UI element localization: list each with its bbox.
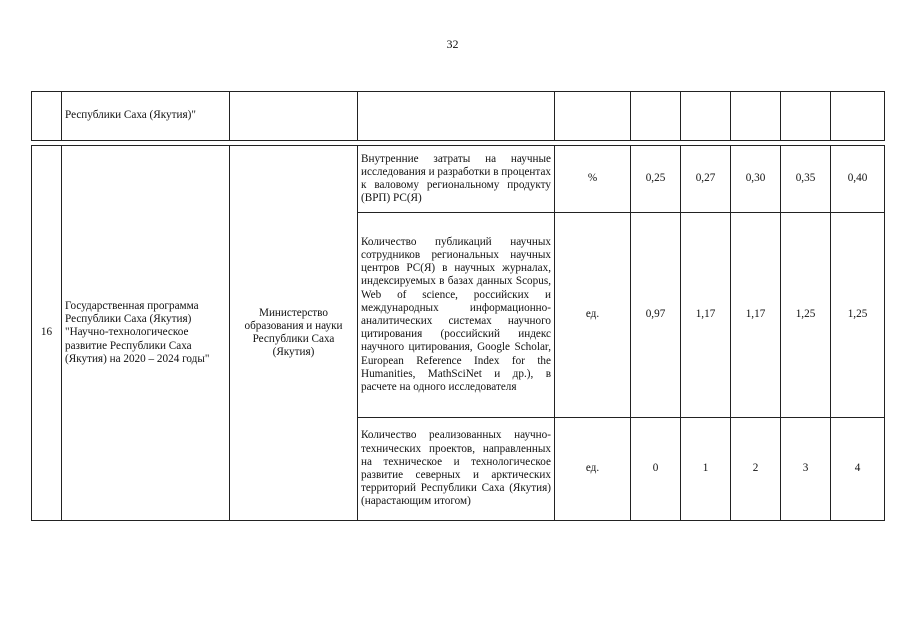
value-cell-2022: 0,30 bbox=[731, 146, 781, 213]
value-cell-2023: 1,25 bbox=[781, 213, 831, 418]
indicators-table bbox=[31, 91, 885, 521]
indicator-name-cell: Количество реализованных научно-технических проектов, направленных на техническое и технологическое развитие северных и арктических территорий Республики Саха (Якутия) (нарастающим итогом) bbox=[358, 418, 555, 521]
continued-value-cell bbox=[731, 92, 781, 141]
value-cell-2022: 1,17 bbox=[731, 213, 781, 418]
unit-cell: ед. bbox=[555, 418, 631, 521]
unit-cell: % bbox=[555, 146, 631, 213]
value-cell-2021: 1,17 bbox=[681, 213, 731, 418]
continued-value-cell bbox=[681, 92, 731, 141]
value-cell-2020: 0,97 bbox=[631, 213, 681, 418]
page-number: 32 bbox=[446, 37, 459, 51]
value-cell-2021: 0,27 bbox=[681, 146, 731, 213]
value-cell-2024: 1,25 bbox=[831, 213, 885, 418]
value-cell-2023: 3 bbox=[781, 418, 831, 521]
continued-program-cell: Республики Саха (Якутия)" bbox=[62, 92, 230, 141]
continued-number-cell bbox=[32, 92, 62, 141]
value-cell-2024: 0,40 bbox=[831, 146, 885, 213]
indicator-name-cell: Количество публикаций научных сотрудников региональных научных центров РС(Я) в научных журналах, индексируемых в базах данных Scopus, Web of science, российских и международных информационно-аналитических системах научного цитирования (российский индекс научного цитирования, Google Scholar, European Reference Index for the Humanities, MathSciNet и др.), в расчете на одного исследователя bbox=[358, 213, 555, 418]
table-row-continued bbox=[32, 92, 885, 141]
continued-value-cell bbox=[781, 92, 831, 141]
continued-value-cell bbox=[831, 92, 885, 141]
indicator-name-cell: Внутренние затраты на научные исследования и разработки в процентах к валовому региональному продукту (ВРП) РС(Я) bbox=[358, 146, 555, 213]
agency-cell: Министерство образования и науки Республики Саха (Якутия) bbox=[230, 146, 358, 521]
program-name-cell: Государственная программа Республики Саха (Якутия) "Научно-технологическое развитие Республики Саха (Якутия) на 2020 – 2024 годы" bbox=[62, 146, 230, 521]
table-row-indicator-1 bbox=[32, 146, 885, 213]
unit-cell: ед. bbox=[555, 213, 631, 418]
value-cell-2020: 0 bbox=[631, 418, 681, 521]
value-cell-2024: 4 bbox=[831, 418, 885, 521]
row-number-cell: 16 bbox=[32, 146, 62, 521]
continued-value-cell bbox=[631, 92, 681, 141]
value-cell-2022: 2 bbox=[731, 418, 781, 521]
continued-indicator-cell bbox=[358, 92, 555, 141]
value-cell-2021: 1 bbox=[681, 418, 731, 521]
continued-agency-cell bbox=[230, 92, 358, 141]
continued-unit-cell bbox=[555, 92, 631, 141]
value-cell-2023: 0,35 bbox=[781, 146, 831, 213]
value-cell-2020: 0,25 bbox=[631, 146, 681, 213]
